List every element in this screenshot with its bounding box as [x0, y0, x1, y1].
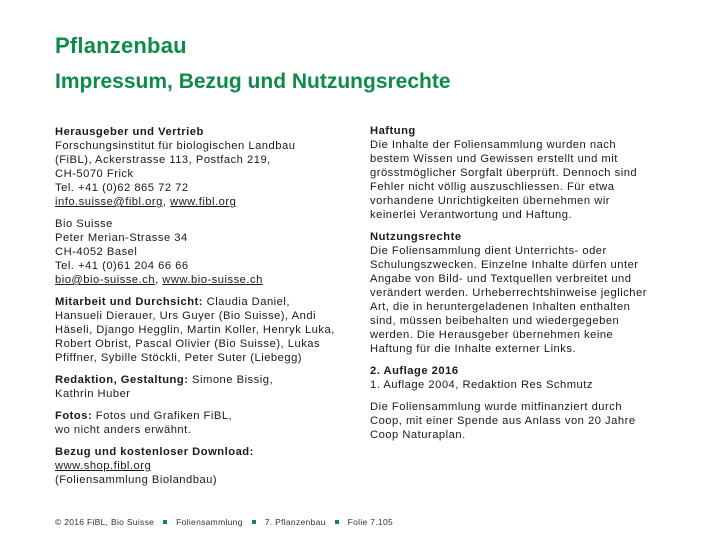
publisher-contact-links: info.suisse@fibl.org, www.fibl.org	[55, 196, 237, 208]
liability-line: vorhandene Unrichtigkeiten übernehmen wir	[370, 195, 611, 207]
review-text: Claudia Daniel,	[203, 296, 290, 308]
liability-line: keinerlei Verantwortung und Haftung.	[370, 209, 573, 221]
shop-link[interactable]: www.shop.fibl.org	[55, 460, 152, 472]
publisher-line: (FiBL), Ackerstrasse 113, Postfach 219,	[55, 154, 271, 166]
download-heading: Bezug und kostenloser Download:	[55, 446, 254, 458]
rights-line: werden. Die Herausgeber übernehmen keine	[370, 329, 614, 341]
review-block	[55, 295, 355, 365]
rights-line: Die Foliensammlung dient Unterrichts- oder	[370, 245, 607, 257]
rights-line: sind, müssen beibehalten und wiedergegeben	[370, 315, 620, 327]
footer-chapter: 7. Pflanzenbau	[264, 517, 326, 527]
edition-heading: 2. Auflage 2016	[370, 365, 459, 377]
footer-separator	[252, 520, 256, 524]
bio-email-link[interactable]: bio@bio-suisse.ch	[55, 274, 156, 286]
bio-suisse-block	[55, 217, 355, 287]
review-line: Hansueli Dierauer, Urs Guyer (Bio Suisse), Andi	[55, 310, 317, 322]
publisher-block	[55, 125, 355, 209]
page-subtitle: Impressum, Bezug und Nutzungsrechte	[55, 70, 451, 93]
bio-line: Tel. +41 (0)61 204 66 66	[55, 260, 189, 272]
rights-line: Haftung für die Inhalte externer Links.	[370, 343, 577, 355]
photos-text: Fotos und Grafiken FiBL,	[92, 410, 233, 422]
footer-collection: Foliensammlung	[176, 517, 243, 527]
liability-line: grösstmöglicher Sorgfalt überprüft. Dennoch sind	[370, 167, 638, 179]
funding-block	[370, 400, 670, 442]
publisher-line: CH-5070 Frick	[55, 168, 134, 180]
footer-copyright: © 2016 FiBL, Bio Suisse	[55, 517, 155, 527]
editing-line: Kathrin Huber	[55, 388, 131, 400]
publisher-line: Tel. +41 (0)62 865 72 72	[55, 182, 189, 194]
footer-slide-number: Folie 7.105	[347, 517, 393, 527]
page-title: Pflanzenbau	[55, 33, 187, 58]
edition-block	[370, 364, 670, 392]
review-line: Häseli, Django Hegglin, Martin Koller, Henryk Luka,	[55, 324, 335, 336]
left-column	[55, 125, 355, 495]
bio-contact-links: bio@bio-suisse.ch, www.bio-suisse.ch	[55, 274, 263, 286]
publisher-line: Forschungsinstitut für biologischen Landbau	[55, 140, 296, 152]
bio-line: CH-4052 Basel	[55, 246, 138, 258]
rights-heading: Nutzungsrechte	[370, 231, 462, 243]
liability-heading: Haftung	[370, 125, 416, 137]
liability-block	[370, 124, 670, 222]
bio-line: Bio Suisse	[55, 218, 113, 230]
publisher-heading: Herausgeber und Vertrieb	[55, 126, 204, 138]
liability-line: Fehler nicht völlig auszuschliessen. Für etwa	[370, 181, 615, 193]
photos-label: Fotos:	[55, 410, 93, 422]
publisher-email-link[interactable]: info.suisse@fibl.org	[55, 196, 163, 208]
rights-line: Art, die in heruntergeladenen Inhalten enthalten	[370, 301, 631, 313]
funding-line: Coop Naturaplan.	[370, 429, 466, 441]
download-block	[55, 445, 355, 487]
review-label: Mitarbeit und Durchsicht:	[55, 296, 203, 308]
slide-footer	[55, 517, 393, 527]
publisher-web-link[interactable]: www.fibl.org	[170, 196, 237, 208]
rights-line: verändert werden. Urheberrechtshinweise jeglicher	[370, 287, 647, 299]
review-line: Robert Obrist, Pascal Olivier (Bio Suisse), Lukas	[55, 338, 321, 350]
editing-block	[55, 373, 355, 401]
photos-line: wo nicht anders erwähnt.	[55, 424, 192, 436]
footer-separator	[335, 520, 339, 524]
rights-line: Schulungszwecken. Einzelne Inhalte dürfen unter	[370, 259, 639, 271]
liability-line: Die Inhalte der Foliensammlung wurden nach	[370, 139, 617, 151]
footer-separator	[163, 520, 167, 524]
funding-line: Coop, mit einer Spende aus Anlass von 20 Jahre	[370, 415, 636, 427]
liability-line: bestem Wissen und Gewissen erstellt und mit	[370, 153, 618, 165]
photos-block	[55, 409, 355, 437]
review-line: Pfiffner, Sybille Stöckli, Peter Suter (Liebegg)	[55, 352, 303, 364]
edition-line: 1. Auflage 2004, Redaktion Res Schmutz	[370, 379, 593, 391]
editing-label: Redaktion, Gestaltung:	[55, 374, 189, 386]
editing-text: Simone Bissig,	[188, 374, 274, 386]
download-note: (Foliensammlung Biolandbau)	[55, 474, 218, 486]
rights-line: Angabe von Bild- und Textquellen verbreitet und	[370, 273, 632, 285]
rights-block	[370, 230, 670, 356]
bio-web-link[interactable]: www.bio-suisse.ch	[162, 274, 263, 286]
right-column	[370, 124, 670, 450]
bio-line: Peter Merian-Strasse 34	[55, 232, 188, 244]
funding-line: Die Foliensammlung wurde mitfinanziert durch	[370, 401, 623, 413]
